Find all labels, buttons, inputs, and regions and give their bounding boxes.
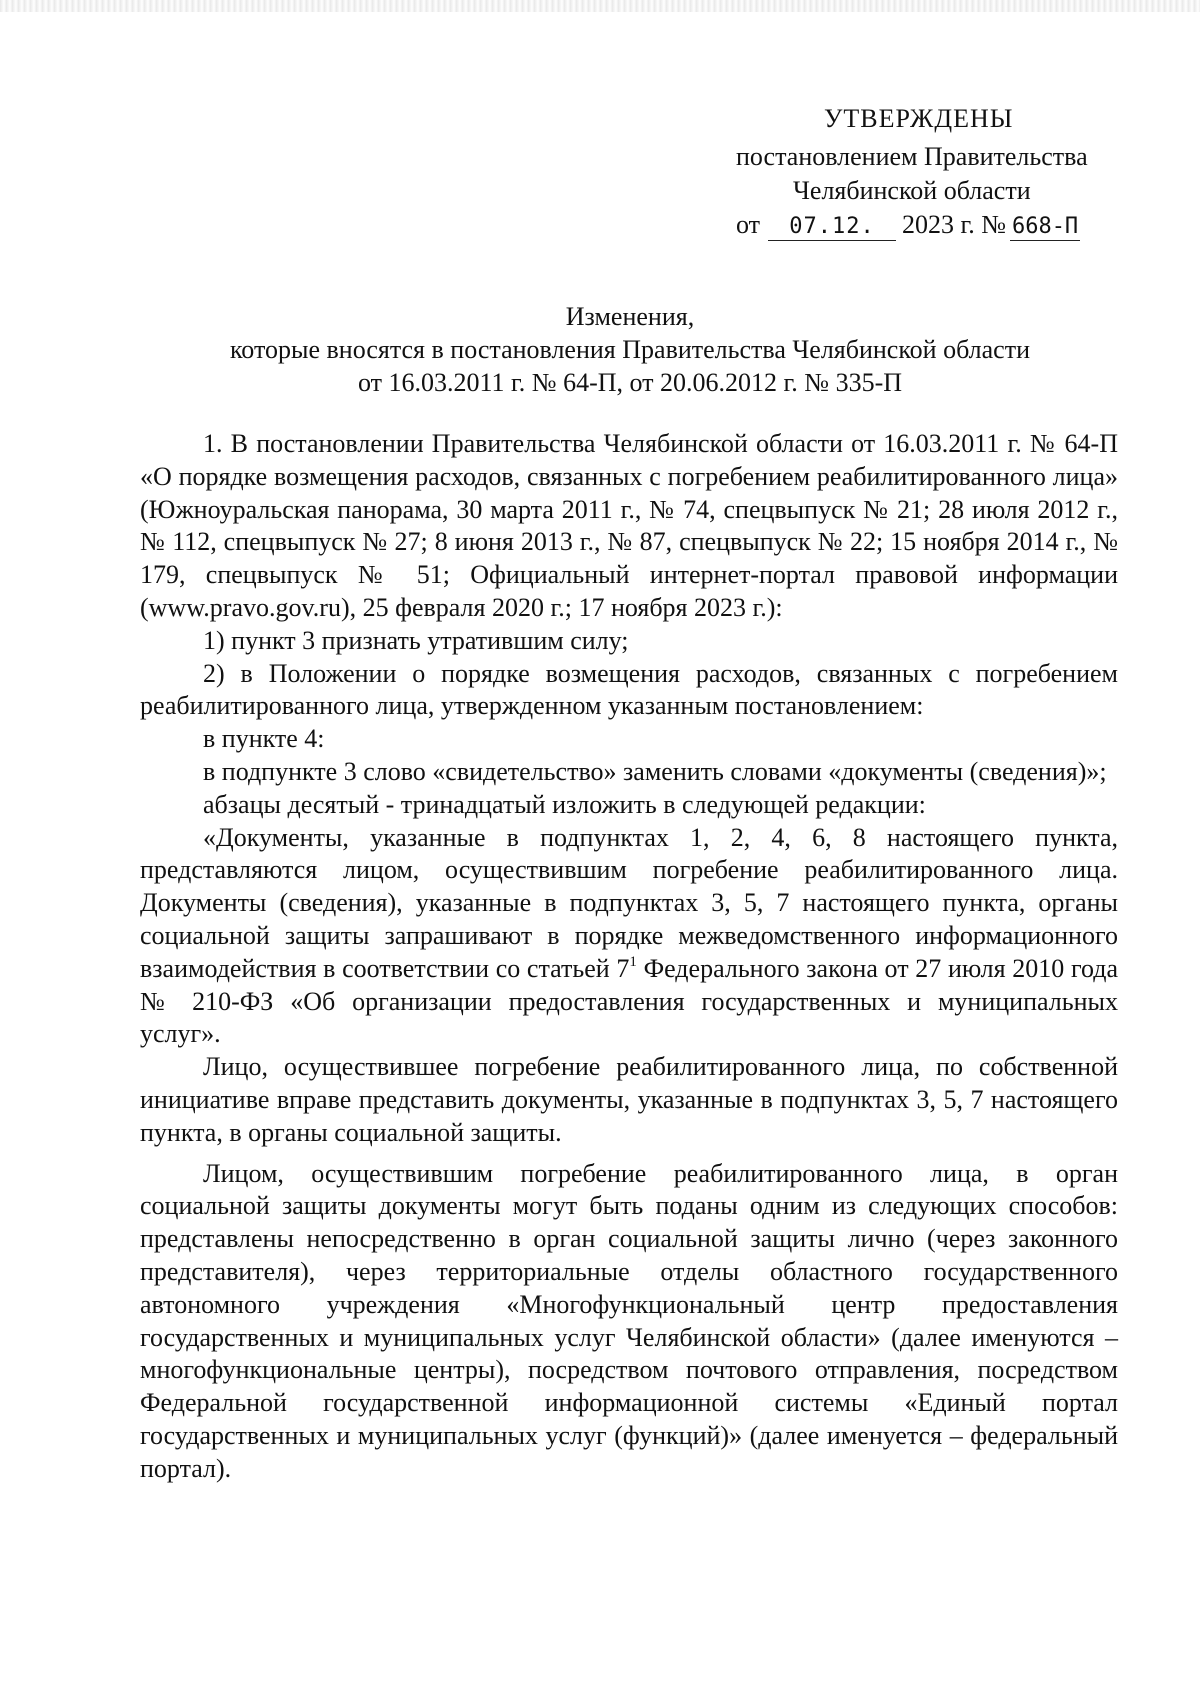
paragraph-7-text-a: «Документы, указанные в подпунктах 1, 2, 4, 6, 8 настоящего пункта, представляются лицом, осуществившим погребение реабилитированного лица. Документы (сведения), указанные в подпунктах 3, 5, 7 настоящего пункта, органы социальной защиты запрашивают в порядке межведомственного информационного взаимодействия в соответствии со статьей 7 — [140, 822, 1118, 983]
approval-year-label: 2023 г. № — [902, 210, 1007, 239]
paragraph-6: абзацы десятый - тринадцатый изложить в следующей редакции: — [203, 789, 926, 819]
document-body — [140, 428, 1118, 1486]
approval-heading: УТВЕРЖДЕНЫ — [824, 104, 1014, 133]
title-line-3: от 16.03.2011 г. № 64-П, от 20.06.2012 г. № 335-П — [357, 368, 903, 397]
paragraph-2: 1) пункт 3 признать утратившим силу; — [203, 625, 629, 655]
paragraph-4: в пункте 4: — [203, 724, 325, 754]
paragraph-1: 1. В постановлении Правительства Челябинской области от 16.03.2011 г. № 64-П «О порядке возмещения расходов, связанных с погребением реабилитированного лица» (Южноуральская панорама, 30 марта 2011 г., № 74, спецвыпуск № 21; 28 июля 2012 г., № 112, спецвыпуск № 27; 8 июня 2013 г., № 87, спецвыпуск № 22; 15 ноября 2014 г., № 179, спецвыпуск № 51; Официальный интернет-портал правовой информации (www.pravo.gov.ru), 25 февраля 2020 г.; 17 ноября 2023 г.): — [140, 429, 1118, 622]
approval-from-label: от — [736, 210, 761, 239]
paragraph-8: Лицо, осуществившее погребение реабилитированного лица, по собственной инициативе вправе представить документы, указанные в подпунктах 3, 5, 7 настоящего пункта, в органы социальной защиты. — [140, 1052, 1118, 1147]
approval-number-field: 668-П — [1011, 214, 1079, 239]
paragraph-3: 2) в Положении о порядке возмещения расходов, связанных с погребением реабилитированного лица, утвержденном указанным постановлением: — [140, 658, 1118, 721]
approval-authority-line: постановлением Правительства — [736, 142, 1088, 171]
scan-edge-noise — [0, 0, 1200, 12]
paragraph-5: в подпункте 3 слово «свидетельство» заменить словами «документы (сведения)»; — [203, 756, 1107, 786]
paragraph-7 — [140, 822, 1118, 1052]
approval-date-field: 07.12. — [768, 214, 896, 241]
document-title — [140, 300, 1120, 399]
title-line-2: которые вносятся в постановления Правительства Челябинской области — [230, 335, 1030, 364]
approval-date-number-line — [736, 208, 1080, 241]
paragraph-7-text-b: Федерального закона от 27 июля 2010 года № 210-ФЗ «Об организации предоставления государственных и муниципальных услуг». — [140, 953, 1118, 1049]
paragraph-7-superscript: 1 — [629, 953, 637, 970]
title-line-1: Изменения, — [565, 302, 695, 331]
approval-region-line: Челябинской области — [793, 176, 1031, 205]
paragraph-9: Лицом, осуществившим погребение реабилитированного лица, в орган социальной защиты документы могут быть поданы одним из следующих способов: представлены непосредственно в орган социальной защиты лично (через законного представителя), через территориальные отделы областного государственного автономного учреждения «Многофункциональный центр предоставления государственных и муниципальных услуг Челябинской области» (далее именуются – многофункциональные центры), посредством почтового отправления, посредством Федеральной государственной информационной системы «Единый портал государственных и муниципальных услуг (функций)» (далее именуется – федеральный портал). — [140, 1158, 1118, 1483]
